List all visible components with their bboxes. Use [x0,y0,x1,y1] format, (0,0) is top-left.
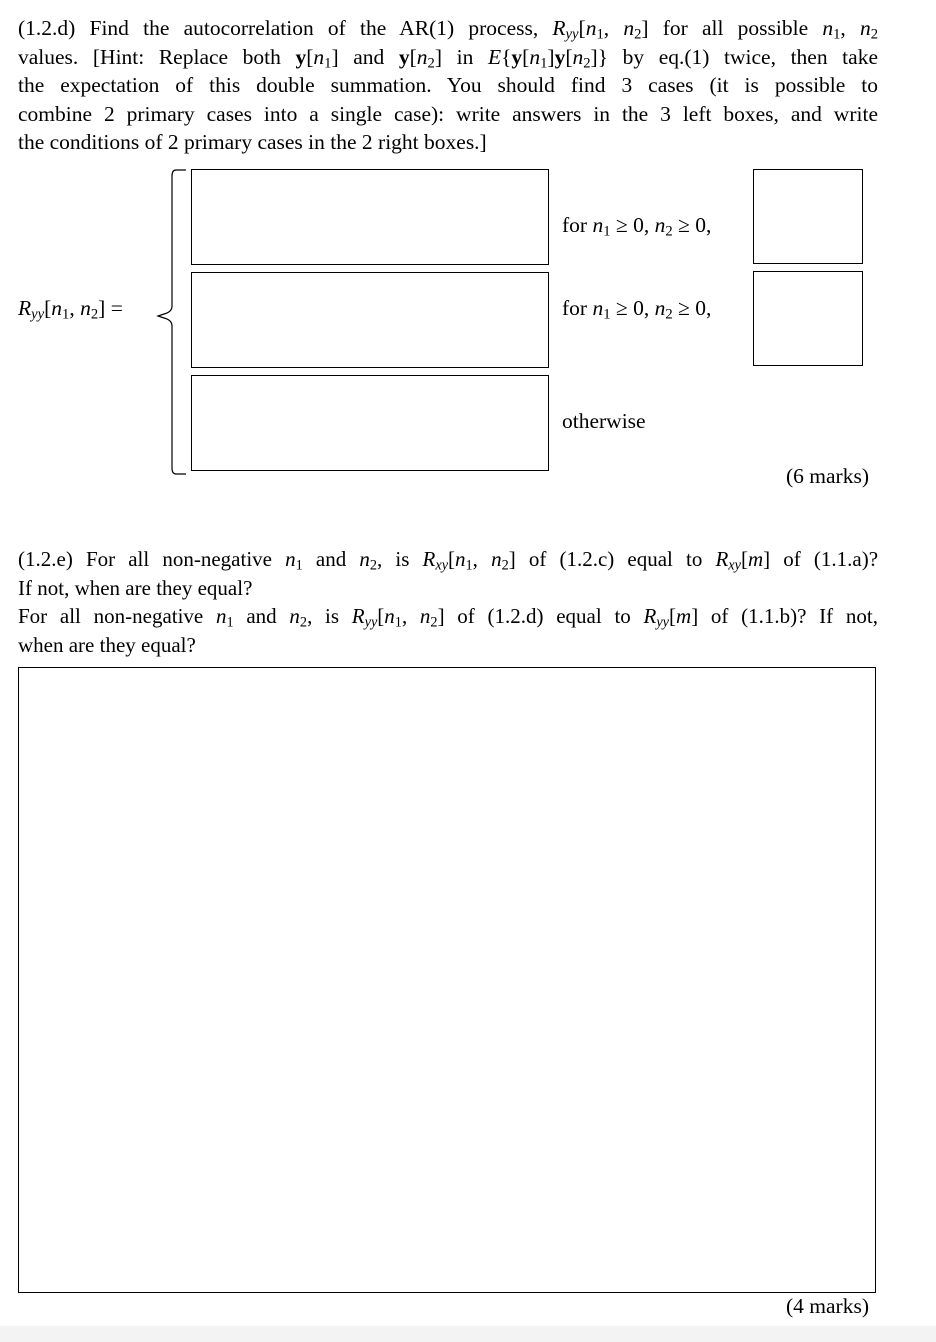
ryy-lhs-label: $R_{yy}[n_1$, $n_2$] = [18,296,123,323]
condition-box-1[interactable] [753,169,863,264]
q1-marks: (6 marks) [786,464,869,488]
q1-line-2: values. [Hint: Replace both $y[n_1]$ and $y[n_2]$ in $E\{y[n_1]y[n_2]\}$ by eq.(1) twice, then take [18,44,878,72]
q2-marks: (4 marks) [786,1294,869,1318]
cases-brace [150,168,190,478]
case-2-condition: for $n_1 \ge 0$, $n_2 \ge 0$, [562,296,712,323]
case-1-condition: for $n_1 \ge 0$, $n_2 \ge 0$, [562,213,712,240]
q1-line-1: (1.2.d) Find the autocorrelation of the AR(1) process, $R_{yy}[n_1$, $n_2$] for all possible $n_1$, $n_2$ [18,16,878,43]
answer-box-case-1[interactable] [191,169,549,265]
page-bottom-edge [0,1326,936,1342]
q1-line-4: combine 2 primary cases into a single case): write answers in the 3 left boxes, and write [18,101,878,126]
condition-box-2[interactable] [753,271,863,366]
q2-line-4: when are they equal? [18,632,196,657]
answer-box-case-3[interactable] [191,375,549,471]
q2-line-1: (1.2.e) For all non-negative $n_1$ and $n_2$, is $R_{xy}[n_1$, $n_2$] of (1.2.c) equal to $R_{xy}[m]$ of (1.1.a)? [18,547,879,574]
answer-box-1-2-e[interactable] [18,667,876,1293]
q2-line-2: If not, when are they equal? [18,575,253,600]
q1-line-3: the expectation of this double summation. You should find 3 cases (it is possible to [18,73,878,97]
answer-box-case-2[interactable] [191,272,549,368]
question-1-2-e-text [18,545,878,659]
case-3-condition: otherwise [562,409,646,433]
question-1-2-d-text [18,14,878,157]
q1-line-5: the conditions of 2 primary cases in the 2 right boxes.] [18,130,487,154]
q2-line-3: For all non-negative $n_1$ and $n_2$, is $R_{yy}[n_1$, $n_2$] of (1.2.d) equal to $R_{yy}[m]$ of (1.1.b)? If not, [18,604,878,631]
